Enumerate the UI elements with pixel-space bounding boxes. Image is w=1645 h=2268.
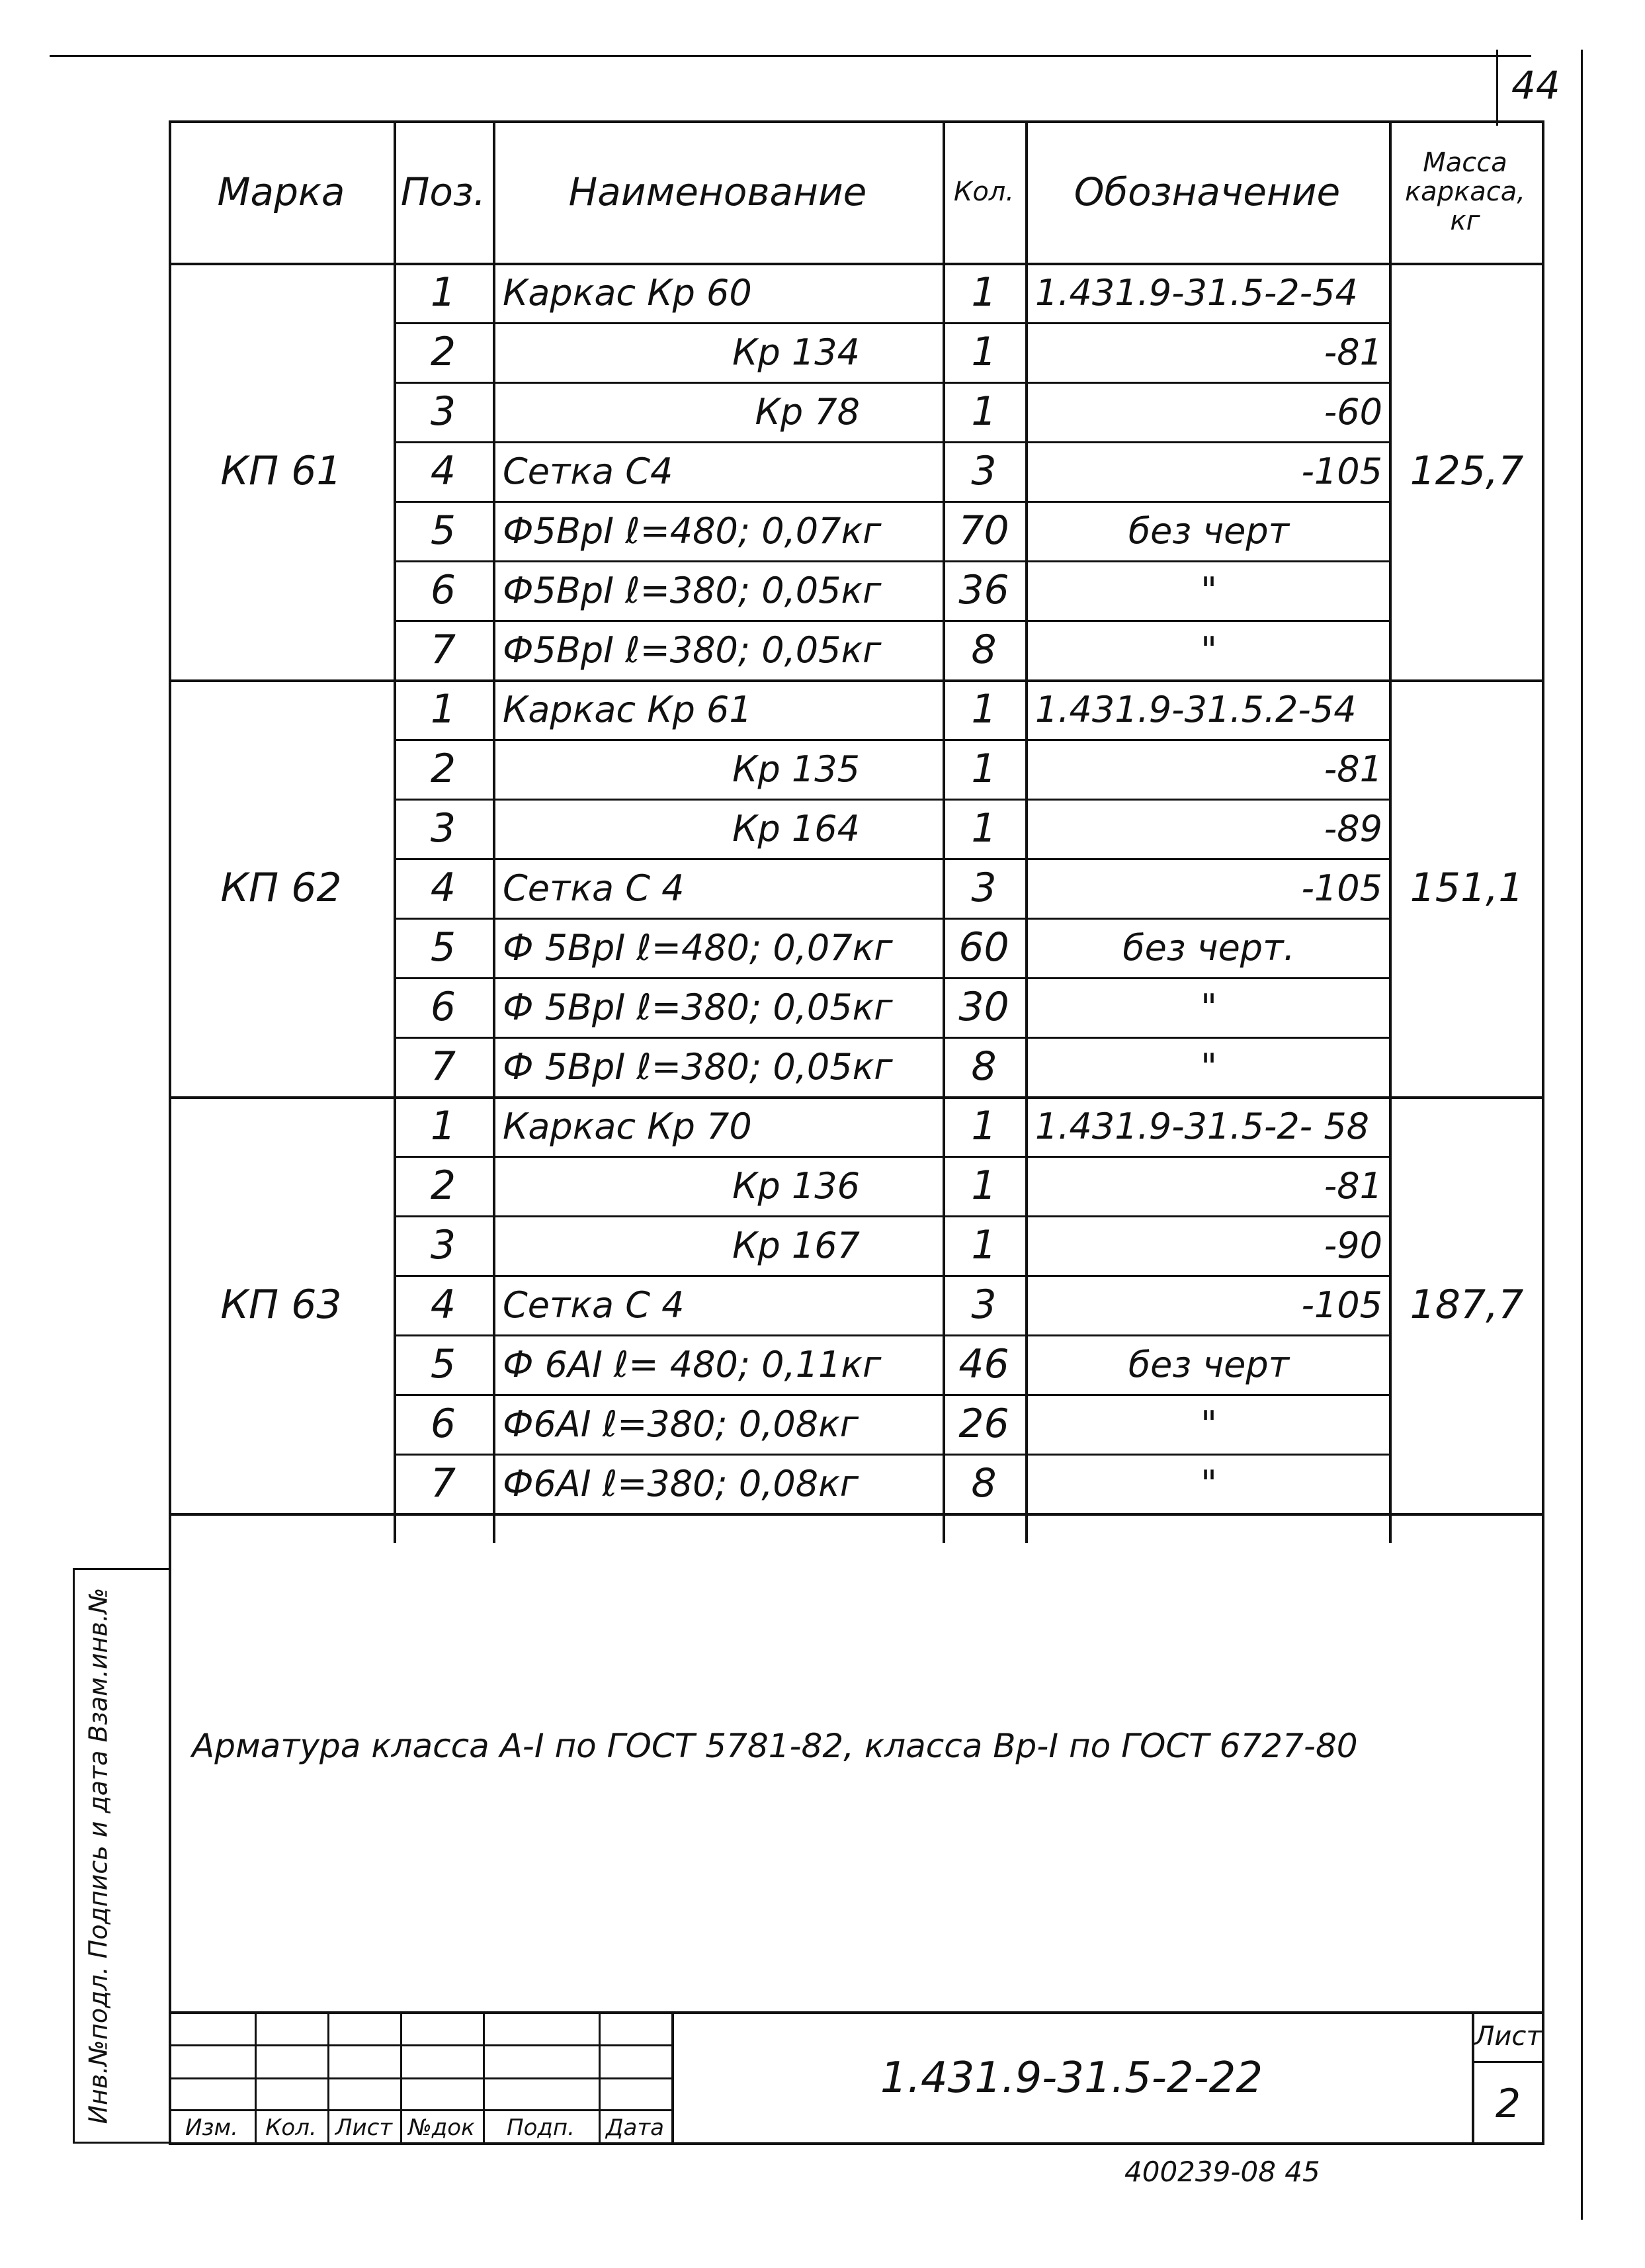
row-name: Кр 135 [732, 748, 860, 790]
row-pos: 2 [430, 746, 456, 792]
row-designation: -105 [1301, 867, 1382, 909]
row-pos: 1 [430, 686, 456, 732]
sheet-label: Лист [1474, 2021, 1542, 2052]
row-qty: 1 [971, 746, 997, 792]
row-pos: 6 [430, 984, 456, 1030]
row-designation: -105 [1301, 1284, 1382, 1326]
tb-col-label: Лист [335, 2115, 393, 2141]
tb-col-label: Кол. [265, 2115, 317, 2141]
row-qty: 1 [971, 805, 997, 851]
footer-code: 400239-08 45 [1124, 2156, 1320, 2188]
group-mark: КП 61 [220, 448, 342, 494]
group-mass: 187,7 [1410, 1282, 1524, 1328]
tb-row-line-1 [169, 2044, 671, 2046]
row-pos: 5 [430, 1341, 456, 1387]
header-name: Наименование [568, 169, 867, 214]
row-name: Ф5ВрI ℓ=380; 0,05кг [503, 629, 882, 671]
group-mass: 151,1 [1410, 865, 1524, 911]
row-designation: " [1201, 569, 1217, 611]
row-designation: -90 [1324, 1224, 1382, 1266]
row-name: Ф5ВрI ℓ=480; 0,07кг [503, 509, 882, 552]
row-qty: 26 [958, 1401, 1009, 1447]
document-code: 1.431.9-31.5-2-22 [880, 2054, 1263, 2103]
row-name: Ф 5ВрI ℓ=480; 0,07кг [503, 926, 893, 969]
row-pos: 6 [430, 567, 456, 613]
header-pos: Поз. [400, 169, 486, 214]
header-qty: Кол. [953, 176, 1015, 207]
row-designation: -81 [1324, 1164, 1382, 1207]
row-pos: 6 [430, 1401, 456, 1447]
row-qty: 3 [971, 448, 997, 494]
row-qty: 1 [971, 1222, 997, 1268]
tb-col-label: Изм. [185, 2115, 238, 2141]
row-qty: 30 [958, 984, 1009, 1030]
row-pos: 5 [430, 924, 456, 971]
page-number-divider [1496, 50, 1498, 126]
row-name: Кр 136 [732, 1164, 860, 1207]
side-stamp-cell [78, 1568, 118, 2144]
row-designation: " [1201, 1462, 1217, 1505]
row-pos: 5 [430, 507, 456, 554]
row-name: Ф6АI ℓ=380; 0,08кг [503, 1403, 859, 1445]
row-designation: 1.431.9-31.5-2-54 [1035, 271, 1358, 314]
right-margin-line [1581, 50, 1583, 2220]
row-pos: 3 [430, 805, 456, 851]
row-qty: 8 [971, 1460, 997, 1506]
row-name: Ф5ВрI ℓ=380; 0,05кг [503, 569, 882, 611]
row-name: Сетка С 4 [503, 867, 685, 909]
row-name: Ф 5ВрI ℓ=380; 0,05кг [503, 1045, 893, 1088]
row-qty: 1 [971, 1162, 997, 1209]
col-line-2 [493, 120, 495, 1543]
row-designation: " [1201, 1403, 1217, 1445]
row-qty: 46 [958, 1341, 1009, 1387]
row-pos: 7 [430, 1043, 456, 1090]
row-designation: -89 [1324, 807, 1382, 850]
row-name: Сетка С 4 [503, 1284, 685, 1326]
row-qty: 1 [971, 388, 997, 435]
row-designation: " [1201, 986, 1217, 1028]
row-pos: 2 [430, 1162, 456, 1209]
row-qty: 1 [971, 686, 997, 732]
tb-col-label: Дата [605, 2115, 665, 2141]
row-name: Кр 164 [732, 807, 860, 850]
row-designation: без черт. [1122, 926, 1295, 969]
side-stamp-text: Инв.№подл. Подпись и дата Взам.инв.№ [83, 1587, 113, 2124]
row-pos: 4 [430, 448, 456, 494]
row-qty: 3 [971, 1282, 997, 1328]
row-qty: 1 [971, 269, 997, 316]
row-pos: 1 [430, 1103, 456, 1149]
row-designation: -105 [1301, 450, 1382, 492]
row-designation: 1.431.9-31.5-2- 58 [1035, 1105, 1370, 1147]
row-pos: 4 [430, 1282, 456, 1328]
row-designation: " [1201, 1045, 1217, 1088]
row-qty: 3 [971, 865, 997, 911]
tb-row-line-2 [169, 2077, 671, 2079]
row-qty: 60 [958, 924, 1009, 971]
row-qty: 8 [971, 627, 997, 673]
title-block [169, 2011, 1544, 2145]
row-designation: без черт [1128, 509, 1290, 552]
row-designation: -81 [1324, 748, 1382, 790]
row-qty: 1 [971, 329, 997, 375]
col-line-4 [1025, 120, 1028, 1543]
specification-table [169, 120, 1544, 1543]
row-designation: -81 [1324, 331, 1382, 373]
row-designation: 1.431.9-31.5.2-54 [1035, 688, 1357, 730]
row-name: Сетка С4 [503, 450, 673, 492]
row-name: Кр 134 [732, 331, 860, 373]
row-qty: 70 [958, 507, 1009, 554]
row-pos: 7 [430, 1460, 456, 1506]
group-divider [169, 1513, 1544, 1516]
row-name: Каркас Кр 60 [503, 271, 752, 314]
row-designation: " [1201, 629, 1217, 671]
row-pos: 3 [430, 388, 456, 435]
row-qty: 36 [958, 567, 1009, 613]
header-designation: Обозначение [1074, 169, 1341, 214]
row-name: Каркас Кр 61 [503, 688, 752, 730]
row-name: Ф 6АI ℓ= 480; 0,11кг [503, 1343, 882, 1385]
row-name: Каркас Кр 70 [503, 1105, 752, 1147]
row-pos: 2 [430, 329, 456, 375]
reinforcement-note: Арматура класса А-I по ГОСТ 5781-82, класса Вр-I по ГОСТ 6727-80 [192, 1727, 1358, 1765]
row-qty: 1 [971, 1103, 997, 1149]
row-name: Ф6АI ℓ=380; 0,08кг [503, 1462, 859, 1505]
row-designation: без черт [1128, 1343, 1290, 1385]
row-designation: -60 [1324, 390, 1382, 433]
header-mass: Масса каркаса, кг [1405, 147, 1525, 236]
sheet-number-top: 44 [1511, 63, 1560, 108]
row-name: Кр 167 [732, 1224, 860, 1266]
sheet-number: 2 [1495, 2081, 1521, 2127]
tb-col-label: №док [408, 2115, 475, 2141]
row-pos: 3 [430, 1222, 456, 1268]
group-mass: 125,7 [1410, 448, 1524, 494]
header-mark: Марка [217, 169, 345, 214]
top-border-line [50, 55, 1531, 57]
row-name: Ф 5ВрI ℓ=380; 0,05кг [503, 986, 893, 1028]
tb-col-label: Подп. [507, 2115, 575, 2141]
group-mark: КП 62 [220, 865, 342, 911]
row-qty: 8 [971, 1043, 997, 1090]
row-name: Кр 78 [755, 390, 860, 433]
row-pos: 4 [430, 865, 456, 911]
row-pos: 7 [430, 627, 456, 673]
row-pos: 1 [430, 269, 456, 316]
group-mark: КП 63 [220, 1282, 342, 1328]
